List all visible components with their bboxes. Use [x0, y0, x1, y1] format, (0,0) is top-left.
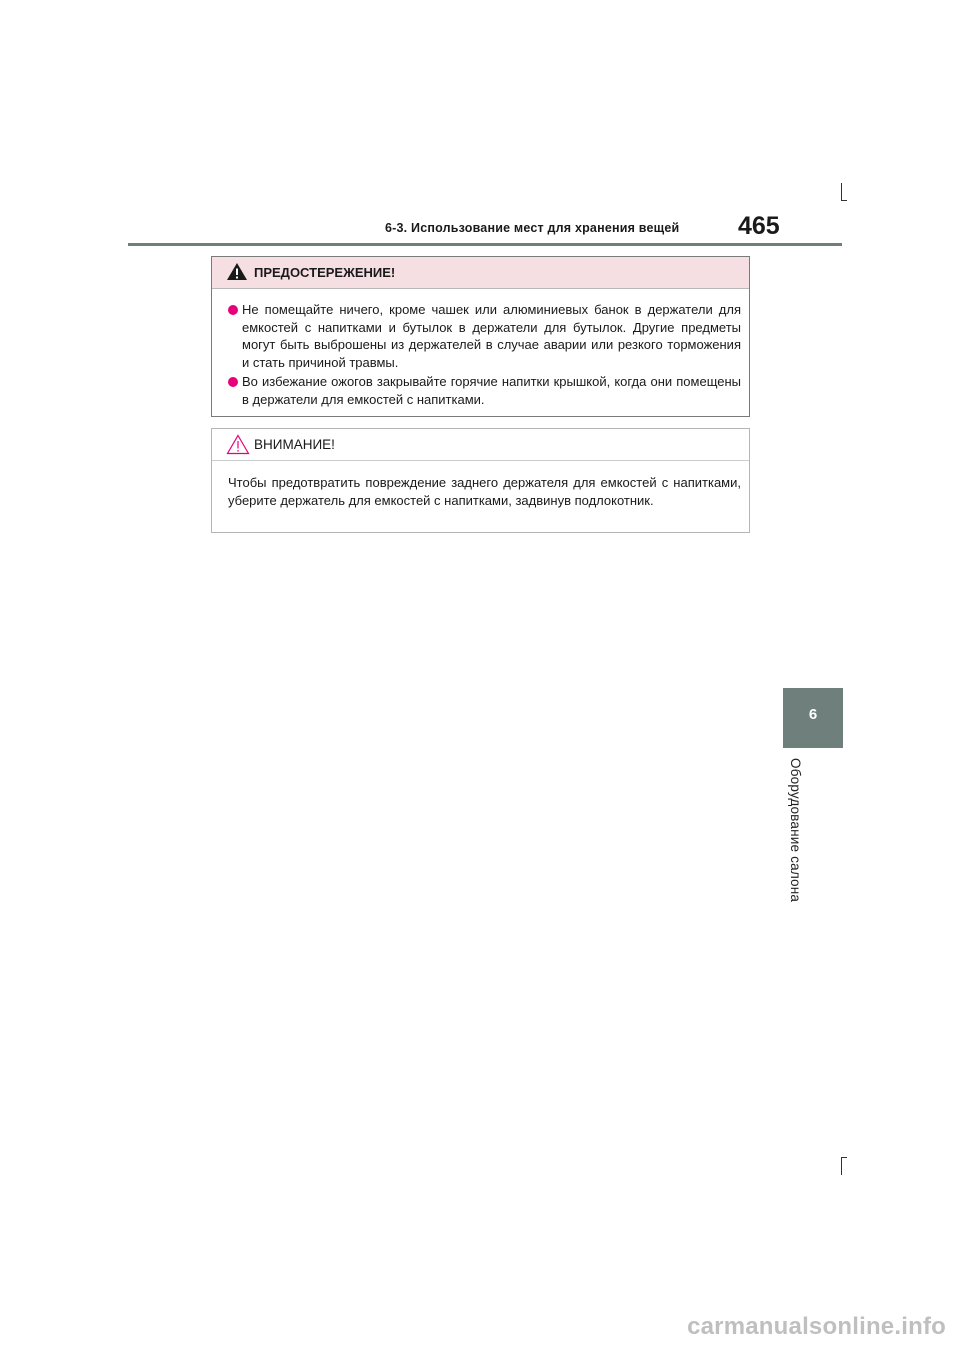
warning-header: [212, 257, 749, 289]
chapter-tab: [783, 688, 843, 748]
warning-item-text: Не помещайте ничего, кроме чашек или алюминиевых банок в держатели для емкостей с напитками и бутылок в держатели для бутылок. Другие предметы могут быть выброшены из держателей в случае аварии или резкого торможения и стать причиной травмы.: [242, 302, 741, 370]
warning-item-text: Во избежание ожогов закрывайте горячие напитки крышкой, когда они помещены в держатели для емкостей с напитками.: [242, 374, 741, 407]
bullet-icon: [228, 305, 238, 315]
warning-item: [228, 373, 741, 408]
watermark: carmanualsonline.info: [687, 1313, 946, 1340]
header-rule: [128, 243, 842, 246]
crop-mark-top-tick: [841, 200, 847, 201]
crop-mark-bottom-tick: [841, 1157, 847, 1158]
caution-triangle-icon: [226, 434, 250, 455]
caution-header: [212, 429, 749, 461]
caution-box: [211, 428, 750, 533]
warning-title: ПРЕДОСТЕРЕЖЕНИЕ!: [254, 265, 396, 280]
bullet-icon: [228, 377, 238, 387]
crop-mark-bottom: [841, 1157, 842, 1175]
warning-item: [228, 301, 741, 371]
warning-box: [211, 256, 750, 417]
page-number: 465: [738, 212, 780, 240]
section-title: 6-3. Использование мест для хранения вещей: [385, 221, 680, 235]
crop-mark-top: [841, 183, 842, 201]
chapter-number: 6: [808, 706, 818, 723]
chapter-label: Оборудование салона: [788, 758, 803, 903]
warning-triangle-icon: [226, 262, 248, 281]
caution-text: Чтобы предотвратить повреждение заднего держателя для емкостей с напитками, уберите держатель для емкостей с напитками, задвинув подлокотник.: [228, 475, 741, 508]
caution-title: ВНИМАНИЕ!: [254, 437, 335, 452]
